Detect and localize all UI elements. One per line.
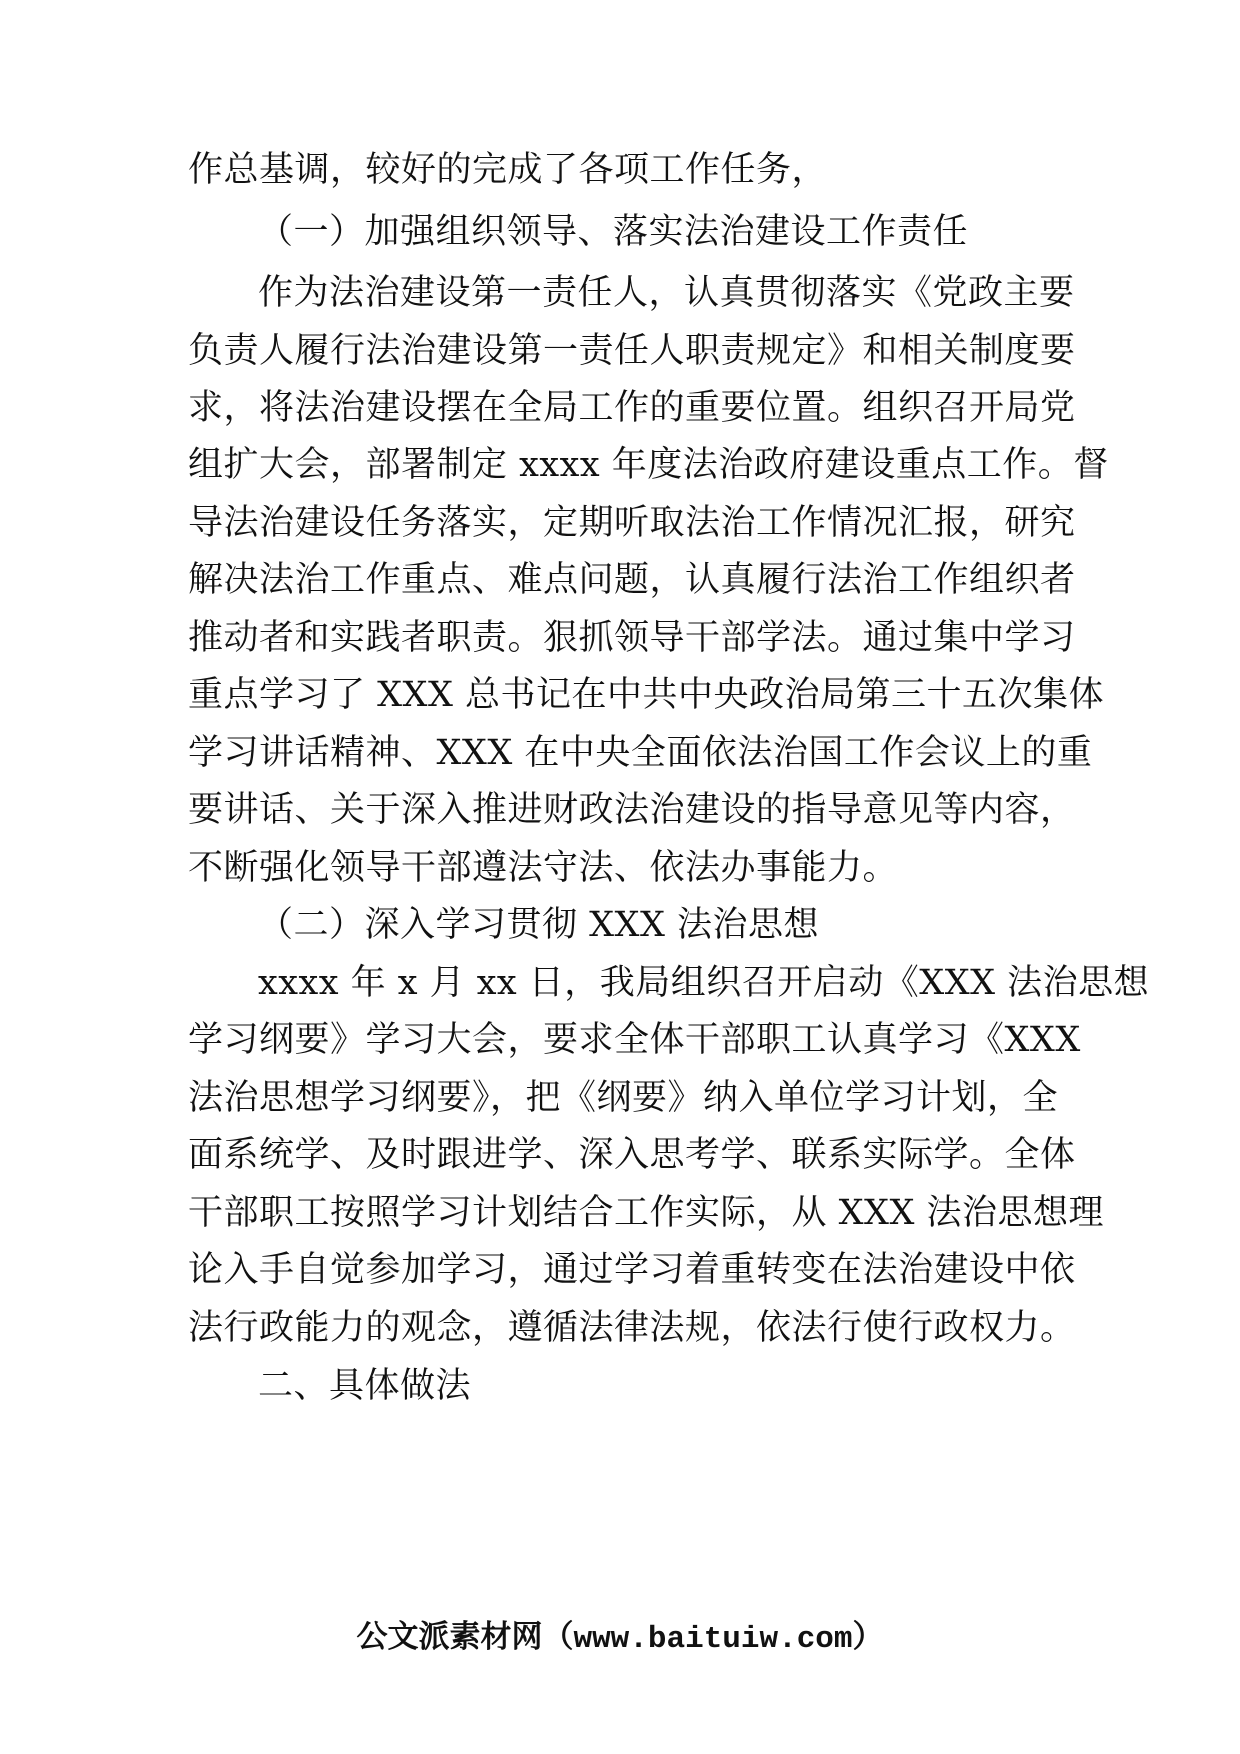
paragraph-line: 作总基调，较好的完成了各项工作任务，	[188, 150, 828, 190]
paragraph-line: 法行政能力的观念，遵循法律法规，依法行使行政权力。	[188, 1308, 1076, 1348]
paragraph-line: 干部职工按照学习计划结合工作实际，从 XXX 法治思想理	[188, 1193, 1105, 1233]
section-heading-3: 二、具体做法	[258, 1366, 472, 1406]
paragraph-line: 作为法治建设第一责任人，认真贯彻落实《党政主要	[258, 273, 1075, 313]
paragraph-line: 学习纲要》学习大会，要求全体干部职工认真学习《XXX	[188, 1020, 1081, 1060]
paragraph-line: 学习讲话精神、XXX 在中央全面依法治国工作会议上的重	[188, 733, 1093, 773]
paragraph-line: 法治思想学习纲要》，把《纲要》纳入单位学习计划，全	[188, 1078, 1059, 1118]
paragraph-line: 推动者和实践者职责。狠抓领导干部学法。通过集中学习	[188, 618, 1076, 658]
paragraph-line: 不断强化领导干部遵法守法、依法办事能力。	[188, 848, 899, 888]
paragraph-line: 面系统学、及时跟进学、深入思考学、联系实际学。全体	[188, 1135, 1076, 1175]
paragraph-line: 要讲话、关于深入推进财政法治建设的指导意见等内容，	[188, 790, 1076, 830]
paragraph-line: 重点学习了 XXX 总书记在中共中央政治局第三十五次集体	[188, 675, 1105, 715]
paragraph-line: xxxx 年 x 月 xx 日，我局组织召开启动《XXX 法治思想	[258, 963, 1150, 1003]
footer-url: （www.baituiw.com）	[542, 1622, 884, 1657]
paragraph-line: 求，将法治建设摆在全局工作的重要位置。组织召开局党	[188, 388, 1076, 428]
footer-site-name: 公文派素材网	[356, 1619, 543, 1655]
paragraph-line: 导法治建设任务落实，定期听取法治工作情况汇报，研究	[188, 503, 1076, 543]
section-heading-2: （二）深入学习贯彻 XXX 法治思想	[258, 905, 820, 945]
footer-watermark	[0, 1612, 1240, 1662]
paragraph-line: 负责人履行法治建设第一责任人职责规定》和相关制度要	[188, 331, 1076, 371]
paragraph-line: 组扩大会，部署制定 xxxx 年度法治政府建设重点工作。督	[188, 445, 1109, 485]
section-heading-1: （一）加强组织领导、落实法治建设工作责任	[258, 212, 969, 252]
paragraph-line: 解决法治工作重点、难点问题，认真履行法治工作组织者	[188, 560, 1076, 600]
paragraph-line: 论入手自觉参加学习，通过学习着重转变在法治建设中依	[188, 1250, 1076, 1290]
